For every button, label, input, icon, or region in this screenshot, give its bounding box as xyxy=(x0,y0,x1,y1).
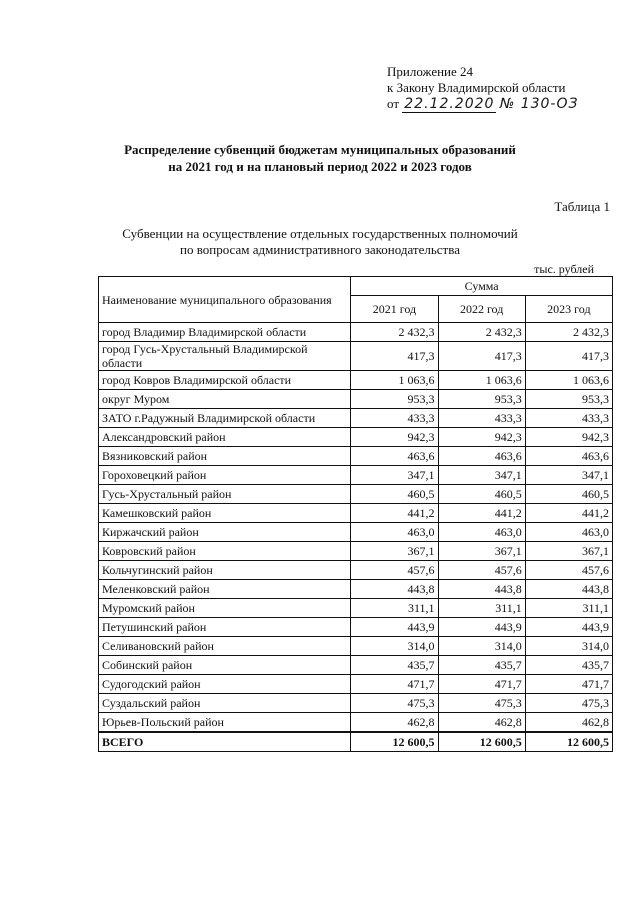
table-row xyxy=(99,637,613,656)
row-name: Гороховецкий район xyxy=(99,466,351,485)
row-value: 1 063,6 xyxy=(525,371,612,390)
total-value: 12 600,5 xyxy=(351,732,438,752)
table-body xyxy=(99,323,613,752)
units-label: тыс. рублей xyxy=(534,262,594,276)
row-value: 443,8 xyxy=(525,580,612,599)
row-name: Вязниковский район xyxy=(99,447,351,466)
appendix-line1: Приложение 24 xyxy=(387,64,474,79)
total-label: ВСЕГО xyxy=(99,732,351,752)
table-row xyxy=(99,694,613,713)
row-name: Александровский район xyxy=(99,428,351,447)
row-value: 471,7 xyxy=(525,675,612,694)
table-row xyxy=(99,675,613,694)
row-value: 953,3 xyxy=(525,390,612,409)
subvention-table xyxy=(98,276,613,752)
table-row xyxy=(99,561,613,580)
row-name: Собинский район xyxy=(99,656,351,675)
row-value: 2 432,3 xyxy=(525,323,612,342)
row-value: 441,2 xyxy=(351,504,438,523)
header-row xyxy=(99,277,613,296)
row-value: 433,3 xyxy=(438,409,525,428)
row-value: 441,2 xyxy=(525,504,612,523)
row-value: 443,9 xyxy=(438,618,525,637)
row-value: 953,3 xyxy=(438,390,525,409)
table-row xyxy=(99,618,613,637)
row-name: город Ковров Владимирской области xyxy=(99,371,351,390)
header-year-2021: 2021 год xyxy=(351,296,438,323)
row-name: Камешковский район xyxy=(99,504,351,523)
row-value: 942,3 xyxy=(525,428,612,447)
row-value: 463,6 xyxy=(438,447,525,466)
row-name: округ Муром xyxy=(99,390,351,409)
header-year-2023: 2023 год xyxy=(525,296,612,323)
row-value: 462,8 xyxy=(438,713,525,733)
row-value: 2 432,3 xyxy=(438,323,525,342)
row-name: Киржачский район xyxy=(99,523,351,542)
row-name: Гусь-Хрустальный район xyxy=(99,485,351,504)
row-value: 311,1 xyxy=(351,599,438,618)
row-value: 367,1 xyxy=(525,542,612,561)
row-value: 475,3 xyxy=(525,694,612,713)
row-name: город Владимир Владимирской области xyxy=(99,323,351,342)
table-row xyxy=(99,466,613,485)
table-row xyxy=(99,599,613,618)
row-value: 433,3 xyxy=(525,409,612,428)
row-value: 471,7 xyxy=(438,675,525,694)
table-row xyxy=(99,323,613,342)
row-value: 443,8 xyxy=(351,580,438,599)
row-value: 417,3 xyxy=(351,342,438,371)
row-value: 435,7 xyxy=(351,656,438,675)
row-name: Муромский район xyxy=(99,599,351,618)
table-row xyxy=(99,523,613,542)
row-value: 457,6 xyxy=(525,561,612,580)
row-value: 471,7 xyxy=(351,675,438,694)
handwritten-date: 22.12.2020 xyxy=(404,96,495,112)
row-value: 314,0 xyxy=(525,637,612,656)
table-row xyxy=(99,542,613,561)
row-value: 417,3 xyxy=(438,342,525,371)
row-value: 460,5 xyxy=(438,485,525,504)
row-value: 463,6 xyxy=(525,447,612,466)
table-row xyxy=(99,656,613,675)
row-value: 463,0 xyxy=(438,523,525,542)
row-value: 475,3 xyxy=(351,694,438,713)
row-value: 953,3 xyxy=(351,390,438,409)
row-value: 463,0 xyxy=(525,523,612,542)
table-row xyxy=(99,342,613,371)
handwritten-number: № 130-ОЗ xyxy=(499,96,579,112)
row-value: 457,6 xyxy=(351,561,438,580)
appendix-date-line xyxy=(387,96,578,112)
row-value: 462,8 xyxy=(525,713,612,733)
header-name: Наименование муниципального образования xyxy=(99,277,351,323)
appendix-line2: к Закону Владимирской области xyxy=(387,80,566,95)
table-row xyxy=(99,504,613,523)
appendix-block xyxy=(387,64,578,112)
row-value: 314,0 xyxy=(438,637,525,656)
subtitle-line1: Субвенции на осуществление отдельных государственных полномочий xyxy=(122,226,518,241)
subtitle-line2: по вопросам административного законодательства xyxy=(180,242,460,257)
row-value: 367,1 xyxy=(351,542,438,561)
table-row xyxy=(99,447,613,466)
row-value: 314,0 xyxy=(351,637,438,656)
row-name: Меленковский район xyxy=(99,580,351,599)
table-row xyxy=(99,485,613,504)
row-name: Петушинский район xyxy=(99,618,351,637)
table-subtitle xyxy=(0,226,640,258)
row-name: Селивановский район xyxy=(99,637,351,656)
table-row xyxy=(99,713,613,733)
document-title xyxy=(0,141,640,175)
header-year-2022: 2022 год xyxy=(438,296,525,323)
row-value: 443,8 xyxy=(438,580,525,599)
row-value: 433,3 xyxy=(351,409,438,428)
row-value: 311,1 xyxy=(525,599,612,618)
row-value: 1 063,6 xyxy=(438,371,525,390)
row-name: Судогодский район xyxy=(99,675,351,694)
header-sum: Сумма xyxy=(351,277,613,296)
row-name: Кольчугинский район xyxy=(99,561,351,580)
appendix-prefix: от xyxy=(387,96,400,111)
row-name: Юрьев-Польский район xyxy=(99,713,351,733)
row-value: 475,3 xyxy=(438,694,525,713)
row-value: 463,6 xyxy=(351,447,438,466)
table-row xyxy=(99,409,613,428)
row-value: 460,5 xyxy=(351,485,438,504)
table-row xyxy=(99,428,613,447)
row-name: ЗАТО г.Радужный Владимирской области xyxy=(99,409,351,428)
row-value: 347,1 xyxy=(438,466,525,485)
row-name: Суздальский район xyxy=(99,694,351,713)
title-line1: Распределение субвенций бюджетам муниципальных образований xyxy=(124,142,516,157)
row-value: 435,7 xyxy=(525,656,612,675)
row-value: 443,9 xyxy=(351,618,438,637)
row-value: 462,8 xyxy=(351,713,438,733)
table-row xyxy=(99,390,613,409)
row-value: 417,3 xyxy=(525,342,612,371)
row-value: 457,6 xyxy=(438,561,525,580)
row-value: 942,3 xyxy=(438,428,525,447)
row-value: 311,1 xyxy=(438,599,525,618)
row-value: 441,2 xyxy=(438,504,525,523)
row-value: 443,9 xyxy=(525,618,612,637)
row-value: 2 432,3 xyxy=(351,323,438,342)
row-name: город Гусь-Хрустальный Владимирской области xyxy=(99,342,351,371)
row-value: 1 063,6 xyxy=(351,371,438,390)
row-value: 942,3 xyxy=(351,428,438,447)
row-value: 463,0 xyxy=(351,523,438,542)
row-value: 347,1 xyxy=(525,466,612,485)
row-value: 347,1 xyxy=(351,466,438,485)
row-value: 460,5 xyxy=(525,485,612,504)
table-row xyxy=(99,580,613,599)
total-value: 12 600,5 xyxy=(525,732,612,752)
row-name: Ковровский район xyxy=(99,542,351,561)
row-value: 367,1 xyxy=(438,542,525,561)
table-label: Таблица 1 xyxy=(554,199,610,214)
total-row xyxy=(99,732,613,752)
title-line2: на 2021 год и на плановый период 2022 и 2023 годов xyxy=(168,159,472,174)
row-value: 435,7 xyxy=(438,656,525,675)
total-value: 12 600,5 xyxy=(438,732,525,752)
table-row xyxy=(99,371,613,390)
